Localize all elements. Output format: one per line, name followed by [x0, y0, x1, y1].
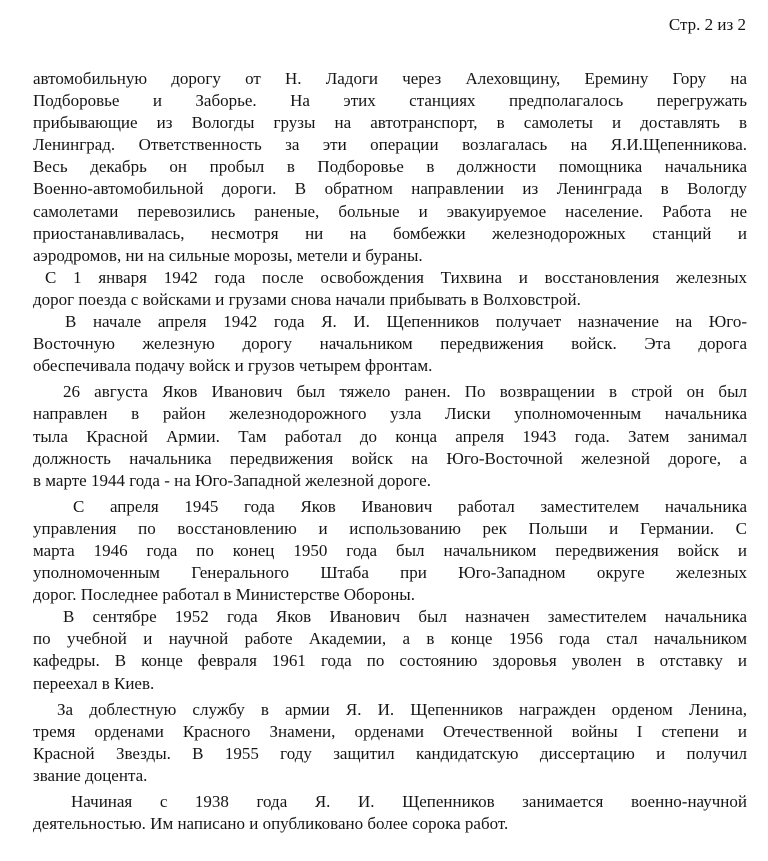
- text-line: дорог поезда с войсками и грузами снова начали прибывать в Волховстрой.: [33, 289, 581, 309]
- text-line: обеспечивала подачу войск и грузов четырем фронтам.: [33, 356, 433, 376]
- text-line: прибывающие из Вологды грузы на автотранспорт, в самолеты и доставлять в: [33, 113, 747, 133]
- text-line: марта 1946 года по конец 1950 года был начальником передвижения войск и: [33, 540, 747, 560]
- text-line: уполномоченным Генерального Штаба при Юго-Западном округе железных: [33, 563, 747, 583]
- paragraph-april-1945: [33, 496, 747, 606]
- text-line: тыла Красной Армии. Там работал до конца апреля 1943 года. Затем занимал: [33, 426, 747, 446]
- text-line: тремя орденами Красного Знамени, орденами Отечественной войны I степени и: [33, 721, 747, 741]
- paragraph-awards: [33, 699, 747, 787]
- text-line: В начале апреля 1942 года Я. И. Щепенников получает назначение на Юго-: [65, 312, 747, 332]
- text-line: самолетами перевозились раненые, больные и эвакуируемое население. Работа не: [33, 201, 747, 221]
- text-line: управления по восстановлению и использованию рек Польши и Германии. С: [33, 518, 747, 538]
- text-line: Подборовье и Заборье. На этих станциях предполагалось перегружать: [33, 91, 747, 111]
- paragraph-april-1942: [33, 311, 747, 377]
- text-line: должность начальника передвижения войск на Юго-Восточной железной дороге, а: [33, 448, 747, 468]
- text-line: кафедры. В конце февраля 1961 года по состоянию здоровья уволен в отставку и: [33, 651, 747, 671]
- text-line: направлен в район железнодорожного узла Лиски уполномоченным начальника: [33, 404, 747, 424]
- text-line: С 1 января 1942 года после освобождения Тихвина и восстановления железных: [45, 267, 747, 287]
- paragraph-wounded: [33, 381, 747, 491]
- text-line: аэродромов, ни на сильные морозы, метели и бураны.: [33, 245, 423, 265]
- text-line: В сентябре 1952 года Яков Иванович был назначен заместителем начальника: [63, 607, 747, 627]
- text-line: автомобильную дорогу от Н. Ладоги через Алеховщину, Еремину Гору на: [33, 69, 747, 88]
- paragraph-road-operations: [33, 68, 747, 267]
- paragraph-january-1942: [33, 267, 747, 311]
- text-line: С апреля 1945 года Яков Иванович работал заместителем начальника: [73, 496, 747, 516]
- text-line: по учебной и научной работе Академии, а в конце 1956 года стал начальником: [33, 629, 747, 649]
- text-line: Военно-автомобильной дороги. В обратном направлении из Ленинграда в Вологду: [33, 179, 747, 199]
- text-line: дорог. Последнее работал в Министерстве Обороны.: [33, 585, 415, 605]
- text-line: Красной Звезды. В 1955 году защитил кандидатскую диссертацию и получил: [33, 743, 747, 763]
- page-number: Стр. 2 из 2: [668, 15, 746, 34]
- text-line: Весь декабрь он пробыл в Подборовье в должности помощника начальника: [33, 157, 747, 177]
- text-line: звание доцента.: [33, 765, 148, 785]
- text-line: Ленинград. Ответственность за эти операции возлагалась на Я.И.Щепенникова.: [33, 135, 747, 155]
- text-line: 26 августа Яков Иванович был тяжело ранен. По возвращении в строй он был: [63, 382, 747, 402]
- text-line: За доблестную службу в армии Я. И. Щепенников награжден орденом Ленина,: [57, 699, 747, 719]
- text-line: в марте 1944 года - на Юго-Западной железной дороге.: [33, 470, 431, 490]
- paragraph-scientific-work: [33, 791, 747, 835]
- text-line: деятельностью. Им написано и опубликовано более сорока работ.: [33, 814, 509, 834]
- text-line: приостанавливалась, несмотря ни на бомбежки железнодорожных станций и: [33, 223, 747, 243]
- text-line: Восточную железную дорогу начальником передвижения войск. Эта дорога: [33, 334, 747, 354]
- text-line: переехал в Киев.: [33, 673, 155, 693]
- paragraph-september-1952: [33, 606, 747, 694]
- document-body: [33, 68, 747, 835]
- text-line: Начиная с 1938 года Я. И. Щепенников занимается военно-научной: [71, 792, 747, 811]
